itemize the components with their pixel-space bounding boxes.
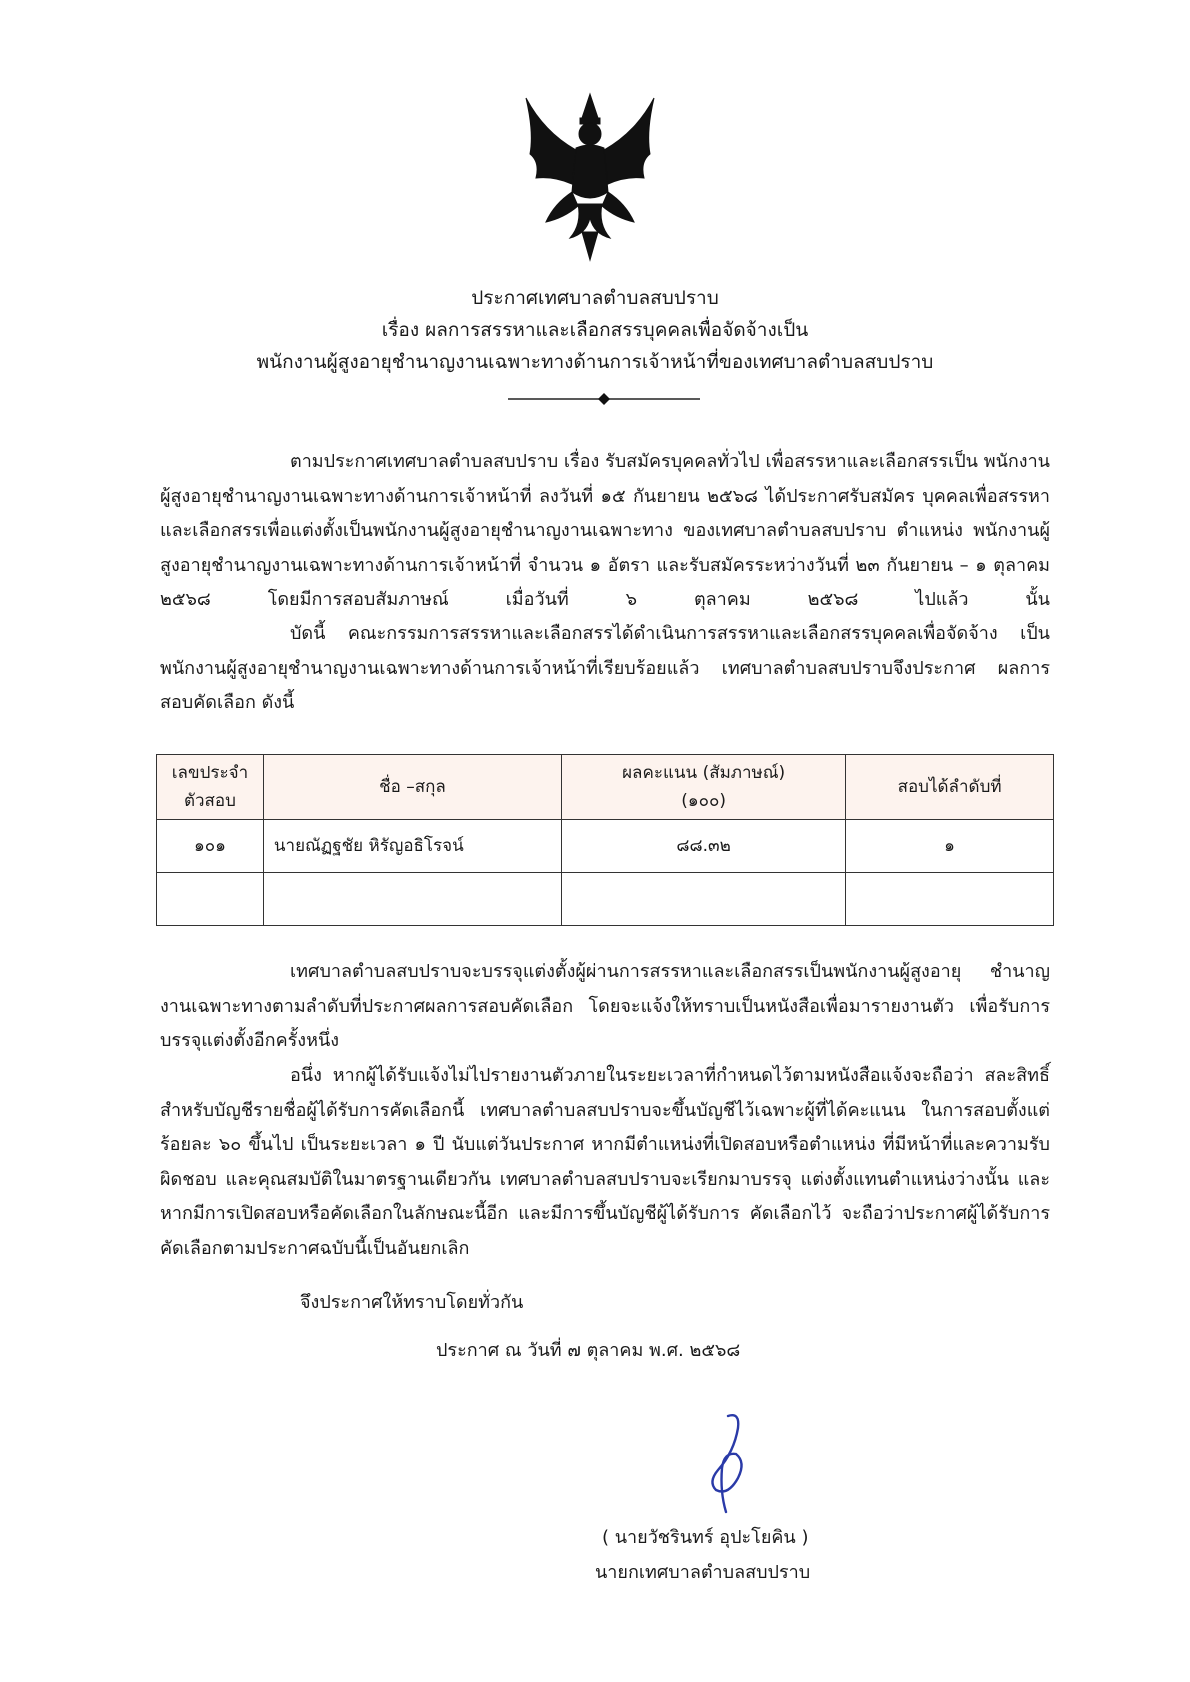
announcement-subject-cont: พนักงานผู้สูงอายุชำนาญงานเฉพาะทางด้านการเจ้าหน้าที่ของเทศบาลตำบลสบปราบ (256, 351, 934, 373)
announcement-date: ประกาศ ณ วันที่ ๗ ตุลาคม พ.ศ. ๒๕๖๘ (436, 1340, 741, 1361)
title-divider (508, 392, 700, 406)
announcement-title: ประกาศเทศบาลตำบลสบปราบ (471, 287, 719, 309)
cell-exam-id: ๑๐๑ (157, 820, 264, 873)
header-name: ชื่อ –สกุล (263, 755, 561, 820)
header-score-line1: ผลคะแนน (สัมภาษณ์) (622, 763, 786, 783)
table-row (157, 873, 1054, 926)
signer-name: ( นายวัชรินทร์ อุปะโยคิน ) (602, 1527, 809, 1548)
header-rank: สอบได้ลำดับที่ (846, 755, 1054, 820)
garuda-emblem (520, 92, 660, 262)
header-exam-id-line1: เลขประจำ (171, 763, 249, 783)
header-score-line2: (๑๐๐) (681, 791, 727, 811)
header-score (562, 755, 846, 820)
paragraph-conditions: อนึ่ง หากผู้ได้รับแจ้งไม่ไปรายงานตัวภายในระยะเวลาที่กำหนดไว้ตามหนังสือแจ้งจะถือว่า สละสิทธิ์ สำหรับบัญชีรายชื่อผู้ได้รับการคัดเลือกนี้ เทศบาลตำบลสบปราบจะขึ้นบัญชีไว้เฉพาะผู้ที่ได้คะแนน ในการสอบตั้งแต่ร้อยละ ๖๐ ขึ้นไป เป็นระยะเวลา ๑ ปี นับแต่วันประกาศ หากมีตำแหน่งที่เปิดสอบหรือตำแหน่ง ที่มีหน้าที่และความรับผิดชอบ และคุณสมบัติในมาตรฐานเดียวกัน เทศบาลตำบลสบปราบจะเรียกมาบรรจุ แต่งตั้งแทนตำแหน่งว่างนั้น และหากมีการเปิดสอบหรือคัดเลือกในลักษณะนี้อีก และมีการขึ้นบัญชีผู้ได้รับการ คัดเลือกไว้ จะถือว่าประกาศผู้ได้รับการคัดเลือกตามประกาศฉบับนี้เป็นอันยกเลิก (160, 1065, 1050, 1259)
header-exam-id-line2: ตัวสอบ (183, 791, 236, 811)
results-table (156, 754, 1054, 926)
table-header-row (157, 755, 1054, 820)
paragraph-background: ตามประกาศเทศบาลตำบลสบปราบ เรื่อง รับสมัครบุคคลทั่วไป เพื่อสรรหาและเลือกสรรเป็น พนักงานผู้สูงอายุชำนาญงานเฉพาะทางด้านการเจ้าหน้าที่ ลงวันที่ ๑๕ กันยายน ๒๕๖๘ ได้ประกาศรับสมัคร บุคคลเพื่อสรรหาและเลือกสรรเพื่อแต่งตั้งเป็นพนักงานผู้สูงอายุชำนาญงานเฉพาะทาง ของเทศบาลตำบลสบปราบ ตำแหน่ง พนักงานผู้สูงอายุชำนาญงานเฉพาะทางด้านการเจ้าหน้าที่ จำนวน ๑ อัตรา และรับสมัครระหว่างวันที่ ๒๓ กันยายน – ๑ ตุลาคม ๒๕๖๘ โดยมีการสอบสัมภาษณ์ เมื่อวันที่ ๖ ตุลาคม ๒๕๖๘ ไปแล้ว นั้น (160, 451, 1050, 610)
cell-rank (846, 873, 1054, 926)
cell-rank: ๑ (846, 820, 1054, 873)
cell-name: นายณัฏฐชัย หิรัญอธิโรจน์ (263, 820, 561, 873)
table-row (157, 820, 1054, 873)
cell-name (263, 873, 561, 926)
paragraph-appointment: เทศบาลตำบลสบปราบจะบรรจุแต่งตั้งผู้ผ่านการสรรหาและเลือกสรรเป็นพนักงานผู้สูงอายุ ชำนาญงานเฉพาะทางตามลำดับที่ประกาศผลการสอบคัดเลือก โดยจะแจ้งให้ทราบเป็นหนังสือเพื่อมารายงานตัว เพื่อรับการบรรจุแต่งตั้งอีกครั้งหนึ่ง (160, 961, 1050, 1051)
cell-score: ๘๘.๓๒ (562, 820, 846, 873)
paragraph-closing: จึงประกาศให้ทราบโดยทั่วกัน (300, 1292, 524, 1313)
announcement-subject: เรื่อง ผลการสรรหาและเลือกสรรบุคคลเพื่อจัดจ้างเป็น (381, 319, 809, 341)
signature-mark (688, 1408, 758, 1518)
cell-exam-id (157, 873, 264, 926)
paragraph-announcement: บัดนี้ คณะกรรมการสรรหาและเลือกสรรได้ดำเนินการสรรหาและเลือกสรรบุคคลเพื่อจัดจ้าง เป็นพนักงานผู้สูงอายุชำนาญงานเฉพาะทางด้านการเจ้าหน้าที่เรียบร้อยแล้ว เทศบาลตำบลสบปราบจึงประกาศ ผลการสอบคัดเลือก ดังนี้ (160, 623, 1050, 713)
signer-title: นายกเทศบาลตำบลสบปราบ (595, 1562, 811, 1583)
cell-score (562, 873, 846, 926)
header-exam-id (157, 755, 264, 820)
